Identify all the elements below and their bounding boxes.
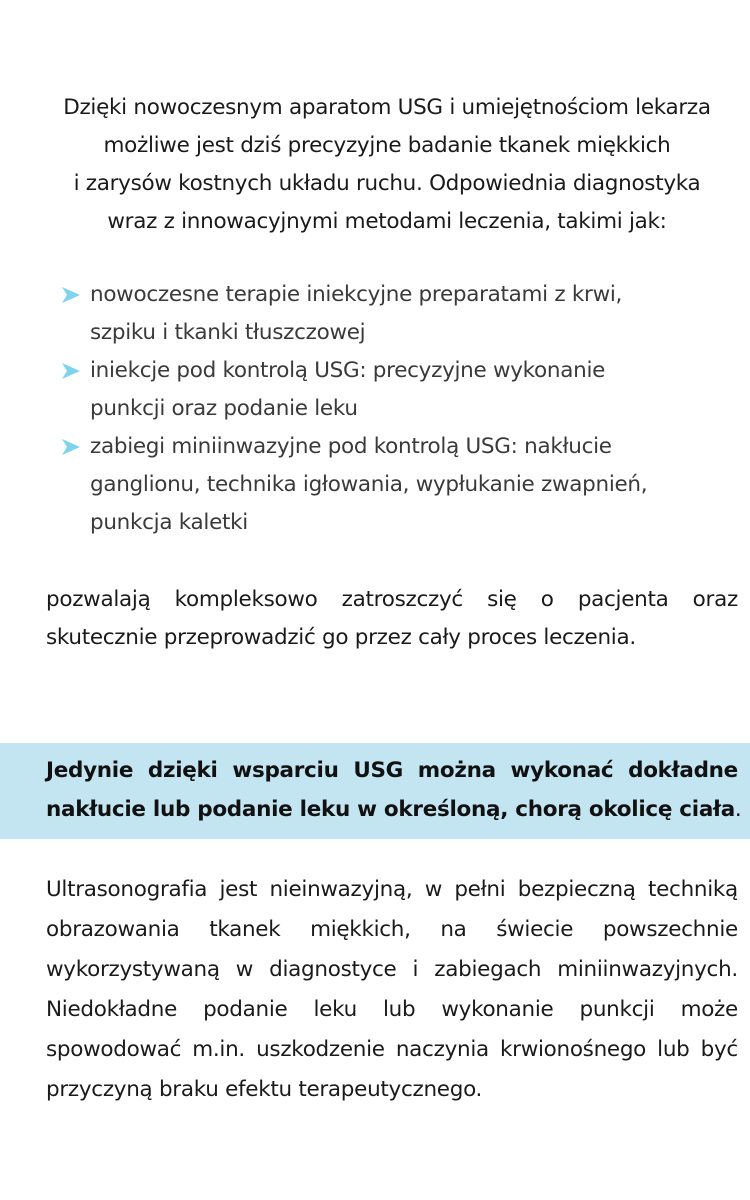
word: jest xyxy=(219,877,258,902)
list-item-line: punkcja kaletki xyxy=(90,510,248,535)
chevron-arrow-icon xyxy=(60,361,82,381)
word: dokładne xyxy=(628,758,738,783)
list-item-line: punkcji oraz podanie leku xyxy=(90,396,358,421)
list-item-line: zabiegi miniinwazyjne pod kontrolą USG: nakłucie xyxy=(90,434,612,459)
word: być xyxy=(700,1037,738,1062)
word: w xyxy=(424,877,442,902)
list-item-line: szpiku i tkanki tłuszczowej xyxy=(90,320,366,345)
justified-line xyxy=(46,581,738,619)
word: dzięki xyxy=(147,758,218,783)
word: można xyxy=(417,758,496,783)
justified-line xyxy=(46,990,738,1030)
word: się xyxy=(487,587,517,612)
word: i xyxy=(412,957,419,982)
word: wykorzystywaną xyxy=(46,957,220,982)
word: wykonanie xyxy=(441,997,554,1022)
word: zabiegach xyxy=(434,957,542,982)
word: lub xyxy=(657,1037,690,1062)
word: miękkich, xyxy=(310,917,411,942)
word: powszechnie xyxy=(602,917,738,942)
word: lub xyxy=(382,997,416,1022)
treatment-list xyxy=(60,276,720,542)
word: o xyxy=(540,587,554,612)
word: tkanek xyxy=(209,917,281,942)
word: pacjenta xyxy=(577,587,669,612)
word: krwionośnego xyxy=(500,1037,647,1062)
justified-line xyxy=(46,910,738,950)
word: Ultrasonografia xyxy=(46,877,208,902)
list-item-line: nowoczesne terapie iniekcyjne preparatami z krwi, xyxy=(90,282,623,307)
list-item xyxy=(60,428,720,542)
intro-line: możliwe jest dziś precyzyjne badanie tkanek miękkich xyxy=(103,133,671,158)
word: świecie xyxy=(496,917,574,942)
word: Niedokładne xyxy=(46,997,178,1022)
word: pozwalają xyxy=(46,587,151,612)
word: pełni xyxy=(454,877,506,902)
word: Jedynie xyxy=(46,758,134,783)
list-item-line: ganglionu, technika igłowania, wypłukanie zwapnień, xyxy=(90,472,648,497)
word: obrazowania xyxy=(46,917,180,942)
word: w xyxy=(235,957,254,982)
intro-line: wraz z innowacyjnymi metodami leczenia, takimi jak: xyxy=(107,209,667,234)
intro-line: i zarysów kostnych układu ruchu. Odpowiednia diagnostyka xyxy=(73,171,701,196)
word: na xyxy=(440,917,467,942)
word: spowodować xyxy=(46,1037,182,1062)
list-item xyxy=(60,276,720,352)
text-line xyxy=(46,790,742,829)
intro-line: Dzięki nowoczesnym aparatom USG i umiejętnościom lekarza xyxy=(63,95,711,120)
word: uszkodzenie xyxy=(256,1037,385,1062)
chevron-arrow-icon xyxy=(60,285,82,305)
word: naczynia xyxy=(395,1037,489,1062)
word: m.in. xyxy=(192,1037,245,1062)
chevron-arrow-icon xyxy=(60,437,82,457)
justified-line xyxy=(46,1030,738,1070)
text-line: przyczyną braku efektu terapeutycznego. xyxy=(46,1077,483,1102)
word: bezpieczną xyxy=(517,877,636,902)
highlight-line-text: nakłucie lub podanie leku w określoną, chorą okolicę ciała xyxy=(46,797,735,822)
text-line: skutecznie przeprowadzić go przez cały proces leczenia. xyxy=(46,625,636,650)
word: wsparciu xyxy=(232,758,339,783)
justified-line xyxy=(46,870,738,910)
word: punkcji xyxy=(579,997,655,1022)
justified-line xyxy=(46,950,738,990)
period: . xyxy=(734,797,742,822)
continuation-text xyxy=(46,581,738,657)
word: oraz xyxy=(692,587,738,612)
list-item-line: iniekcje pod kontrolą USG: precyzyjne wykonanie xyxy=(90,358,606,383)
highlight-text xyxy=(46,751,742,829)
word: miniinwazyjnych. xyxy=(557,957,738,982)
list-item xyxy=(60,352,720,428)
word: leku xyxy=(313,997,357,1022)
word: USG xyxy=(353,758,404,783)
word: techniką xyxy=(648,877,738,902)
intro-text xyxy=(40,89,734,241)
word: kompleksowo xyxy=(174,587,318,612)
word: zatroszczyć xyxy=(341,587,463,612)
word: nieinwazyjną, xyxy=(269,877,413,902)
word: diagnostyce xyxy=(269,957,397,982)
info-paragraph xyxy=(46,870,738,1110)
word: podanie xyxy=(203,997,288,1022)
word: może xyxy=(680,997,738,1022)
word: wykonać xyxy=(510,758,614,783)
justified-line xyxy=(46,751,738,790)
